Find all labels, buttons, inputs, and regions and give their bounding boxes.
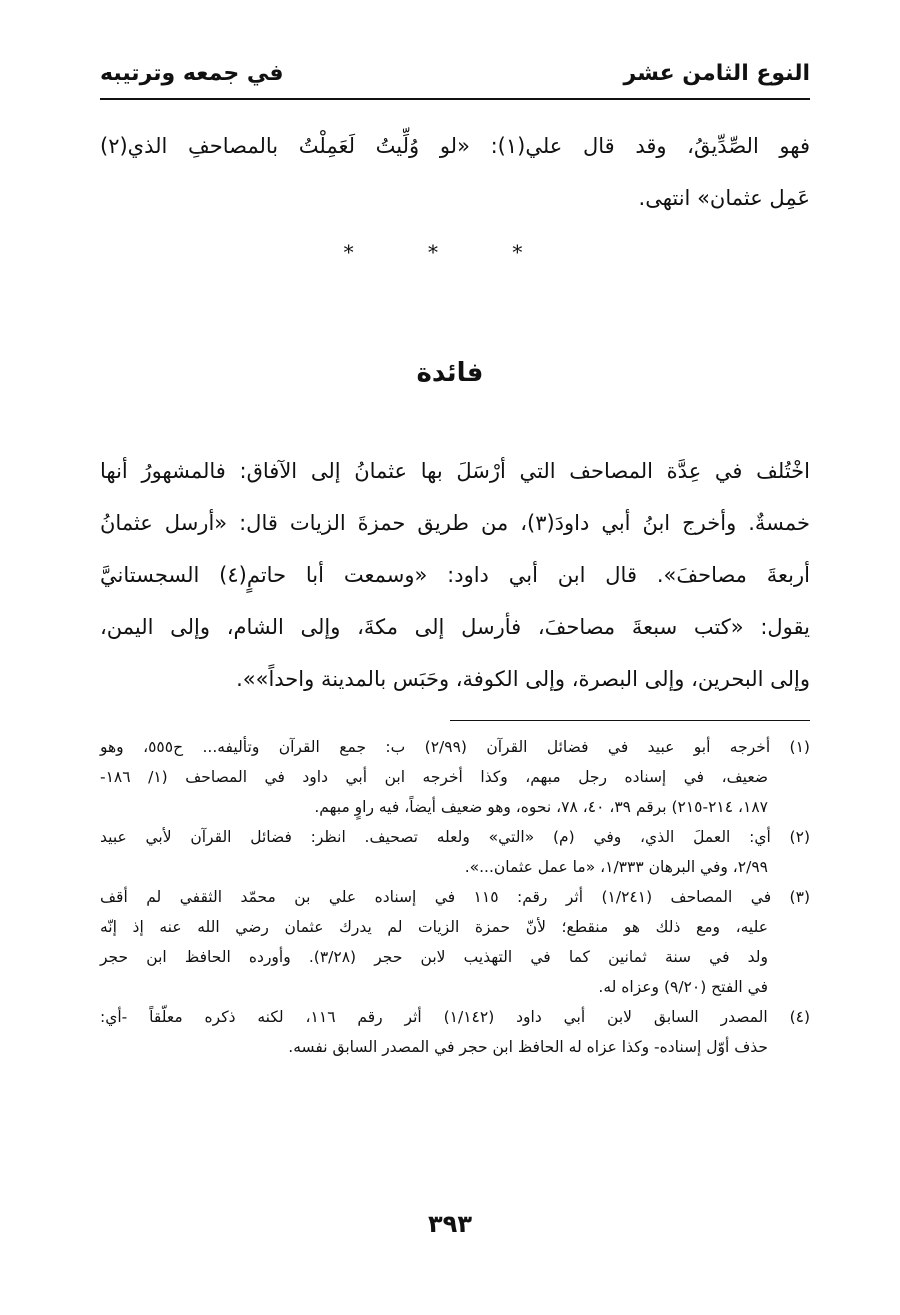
header-chapter-title: النوع الثامن عشر: [623, 60, 810, 86]
footnote-4: [100, 1002, 810, 1062]
footnote-line: (٣) في المصاحف (١/٢٤١) أثر رقم: ١١٥ في إسناده علي بن محمّد الثقفي لم أقف: [100, 888, 810, 906]
footnote-line: حذف أوّل إسناده- وكذا عزاه له الحافظ ابن حجر في المصدر السابق نفسه.: [288, 1038, 768, 1056]
header-section-title: في جمعه وترتيبه: [100, 60, 284, 86]
footnote-line: عليه، ومع ذلك هو منقطع؛ لأنّ حمزة الزيات لم يدرك عثمان رضي الله عنه إذ إنّه: [100, 918, 768, 936]
text-line: خمسةٌ. وأخرج ابنُ أبي داودَ(٣)، من طريق حمزةَ الزيات قال: «أرسل عثمانُ: [100, 511, 810, 535]
footnote-line: ولد في سنة ثمانين كما في التهذيب لابن حجر (٣/٢٨). وأورده الحافظ ابن حجر: [100, 948, 768, 966]
footnotes: [100, 732, 810, 1062]
text-line: يقول: «كتب سبعةَ مصاحفَ، فأرسل إلى مكةَ، وإلى الشام، وإلى اليمن،: [100, 615, 810, 639]
text-line: عَمِل عثمان» انتهى.: [638, 186, 810, 210]
section-title: فائدة: [416, 358, 484, 388]
footnote-line: (٤) المصدر السابق لابن أبي داود (١/١٤٢) أثر رقم ١١٦، لكنه ذكره معلّقاً -أي:: [100, 1008, 811, 1026]
intro-paragraph: [100, 120, 810, 224]
running-header: [100, 48, 810, 100]
footnote-line: ٢/٩٩، وفي البرهان ١/٣٣٣، «ما عمل عثمان...».: [464, 858, 768, 876]
page-number: ٣٩٣: [428, 1210, 472, 1238]
footnote-line: (١) أخرجه أبو عبيد في فضائل القرآن (٢/٩٩) ب: جمع القرآن وتأليفه... ح٥٥٥، وهو: [100, 738, 810, 756]
footnote-line: ضعيف، في إسناده رجل مبهم، وكذا أخرجه ابن أبي داود في المصاحف (١/ ١٨٦-: [100, 768, 768, 786]
section-separator: * * *: [343, 240, 557, 264]
footnote-line: ١٨٧، ٢١٤-٢١٥) برقم ٣٩، ٤٠، ٧٨، نحوه، وهو ضعيف أيضاً، فيه راوٍ مبهم.: [314, 798, 768, 816]
footnote-divider: [450, 720, 810, 721]
footnote-1: [100, 732, 810, 822]
text-line: اخْتُلف في عِدَّة المصاحف التي أرْسَلَ بها عثمانُ إلى الآفاق: فالمشهورُ أنها: [100, 459, 810, 483]
footnote-line: في الفتح (٩/٢٠) وعزاه له.: [598, 978, 768, 996]
text-line: فهو الصِّدِّيقُ، وقد قال علي(١): «لو وُلِّيتُ لَعَمِلْتُ بالمصاحفِ الذي(٢): [100, 134, 810, 158]
text-line: وإلى البحرين، وإلى البصرة، وإلى الكوفة، وحَبَس بالمدينة واحداً»».: [236, 667, 810, 691]
footnote-3: [100, 882, 810, 1002]
main-paragraph: [100, 445, 810, 705]
text-line: أربعةَ مصاحفَ». قال ابن أبي داود: «وسمعت أبا حاتمٍ(٤) السجستانيَّ: [100, 563, 810, 587]
footnote-line: (٢) أي: العملَ الذي، وفي (م) «التي» ولعله تصحيف. انظر: فضائل القرآن لأبي عبيد: [100, 828, 810, 846]
footnote-2: [100, 822, 810, 882]
